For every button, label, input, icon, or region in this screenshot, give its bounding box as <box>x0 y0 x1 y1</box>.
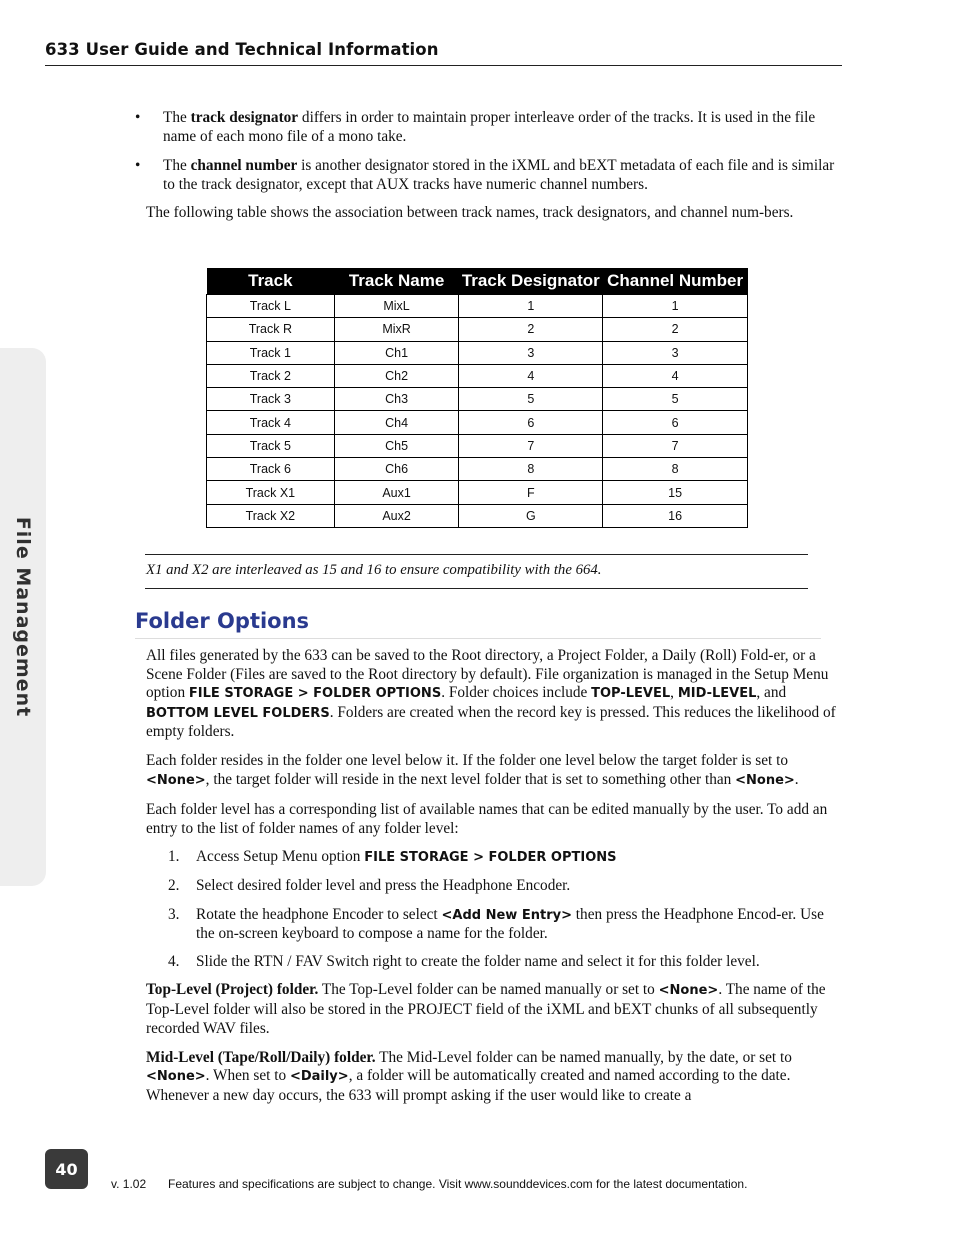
table-cell: Ch5 <box>334 434 459 457</box>
lead-top-level: Top-Level (Project) folder. <box>146 981 319 999</box>
table-cell: 6 <box>459 411 603 434</box>
table-cell: 1 <box>459 295 603 318</box>
table-cell: 3 <box>459 341 603 364</box>
column-header-track-name: Track Name <box>334 268 459 295</box>
table-row <box>207 388 748 411</box>
table-cell: Ch2 <box>334 364 459 387</box>
bullet-glyph: • <box>135 157 141 175</box>
table-cell: Track R <box>207 318 335 341</box>
keyword-top-level: TOP-LEVEL <box>591 686 671 702</box>
table-note: X1 and X2 are interleaved as 15 and 16 to ensure compatibility with the 664. <box>146 562 602 578</box>
keyword-bottom-level-folders: BOTTOM LEVEL FOLDERS <box>146 705 330 721</box>
table-cell: Ch4 <box>334 411 459 434</box>
paragraph-mid-level-folder: Mid-Level (Tape/Roll/Daily) folder. The Mid-Level folder can be named manually, by the date, or set to <None>. When set to <Daily>, a folder will be automatically created and named according to the date. Whenever a new day occurs, the 633 will prompt asking if the user would like to create a <box>146 1048 792 1104</box>
table-row <box>207 364 748 387</box>
bullet-list <box>135 109 842 223</box>
table-header-row <box>207 268 748 295</box>
paragraph-folder-intro: All files generated by the 633 can be saved to the Root directory, a Project Folder, a Daily (Roll) Fold-er, or a Scene Folder (Files are saved to the Root directory by default). File organization is managed in the Setup Menu option FILE STORAGE > FOLDER OPTIONS. Folder choices include TOP-LEVEL, MID-LEVEL, and BOTTOM LEVEL FOLDERS. Folders are created when the record key is pressed. This reduces the likelihood of empty folders. <box>146 647 836 741</box>
table-cell: 4 <box>459 364 603 387</box>
table-cell: 2 <box>603 318 748 341</box>
table-cell: 15 <box>603 481 748 504</box>
paragraph-top-level-folder: Top-Level (Project) folder. The Top-Level folder can be named manually or set to <None>. The name of the Top-Level folder will also be stored in the PROJECT field of the iXML and bEXT chunks of all subsequently recorded WAV files. <box>146 981 826 1037</box>
table-cell: Aux2 <box>334 504 459 527</box>
table-intro-paragraph: The following table shows the association between track names, track designators, and channel num-bers. <box>146 204 794 222</box>
add-entry-steps <box>146 848 842 971</box>
section-rule <box>135 638 821 639</box>
table-cell: 2 <box>459 318 603 341</box>
table-cell: MixR <box>334 318 459 341</box>
table-cell: 7 <box>459 434 603 457</box>
folder-options-body <box>146 647 842 1105</box>
table-cell: 5 <box>603 388 748 411</box>
table-cell: Track 6 <box>207 458 335 481</box>
table-cell: Aux1 <box>334 481 459 504</box>
column-header-track: Track <box>207 268 335 295</box>
table-cell: Ch1 <box>334 341 459 364</box>
step-item: 2. Select desired folder level and press the Headphone Encoder. <box>168 877 571 895</box>
table-cell: 3 <box>603 341 748 364</box>
keyword-daily: <Daily> <box>289 1069 349 1085</box>
footer-disclaimer: Features and specifications are subject to change. Visit www.sounddevices.com for the latest documentation. <box>168 1177 748 1191</box>
table-cell: 8 <box>603 458 748 481</box>
page-header-title: 633 User Guide and Technical Information <box>45 40 439 59</box>
table-cell: 16 <box>603 504 748 527</box>
bullet-item-channel-number: • The channel number is another designator stored in the iXML and bEXT metadata of each file and is similar to the track designator, except that AUX tracks have numeric channel numbers. <box>135 157 835 193</box>
table-row <box>207 411 748 434</box>
table-cell: Ch3 <box>334 388 459 411</box>
table-row <box>207 318 748 341</box>
table-row <box>207 504 748 527</box>
chapter-side-tab-label: File Management <box>12 516 34 718</box>
step-item: 3. Rotate the headphone Encoder to select <Add New Entry> then press the Headphone Encod-er. Use the on-screen keyboard to compose a name for the folder. <box>168 905 824 943</box>
table-row <box>207 434 748 457</box>
note-bottom-rule <box>145 588 808 589</box>
keyword-none: <None> <box>658 983 719 999</box>
table-cell: Track X1 <box>207 481 335 504</box>
table-cell: 4 <box>603 364 748 387</box>
table-cell: 5 <box>459 388 603 411</box>
footer-version: v. 1.02 <box>111 1177 147 1191</box>
table-cell: Track 5 <box>207 434 335 457</box>
term-track-designator: track designator <box>190 109 299 126</box>
table-row <box>207 458 748 481</box>
step-item: 1. Access Setup Menu option FILE STORAGE > FOLDER OPTIONS <box>168 848 617 866</box>
paragraph-folder-names: Each folder level has a corresponding list of available names that can be edited manually by the user. To add an entry to the list of folder names of any folder level: <box>146 801 828 837</box>
column-header-track-designator: Track Designator <box>459 268 603 295</box>
table-cell: 1 <box>603 295 748 318</box>
column-header-channel-number: Channel Number <box>603 268 748 295</box>
table-cell: Ch6 <box>334 458 459 481</box>
table-row <box>207 481 748 504</box>
page-number: 40 <box>45 1149 88 1189</box>
table-cell: G <box>459 504 603 527</box>
bullet-glyph: • <box>135 109 141 126</box>
table-cell: 7 <box>603 434 748 457</box>
menu-path: FILE STORAGE > FOLDER OPTIONS <box>188 686 442 702</box>
bullet-item-track-designator: • The track designator differs in order to maintain proper interleave order of the tracks. It is used in the file name of each mono file of a mono take. <box>135 109 816 145</box>
table-cell: 8 <box>459 458 603 481</box>
keyword-mid-level: MID-LEVEL <box>677 686 757 702</box>
table-cell: F <box>459 481 603 504</box>
step-item: 4. Slide the RTN / FAV Switch right to create the folder name and select it for this folder level. <box>168 953 760 971</box>
keyword-none: <None> <box>146 773 206 789</box>
table-cell: Track X2 <box>207 504 335 527</box>
table-row <box>207 295 748 318</box>
paragraph-folder-hierarchy: Each folder resides in the folder one level below it. If the folder one level below the target folder is set to <None>, the target folder will reside in the next level folder that is set to something other than <None>. <box>146 752 799 789</box>
keyword-add-new-entry: <Add New Entry> <box>441 907 572 923</box>
keyword-none: <None> <box>146 1069 206 1085</box>
table-row <box>207 341 748 364</box>
section-title-folder-options: Folder Options <box>135 609 310 633</box>
table-cell: MixL <box>334 295 459 318</box>
table-cell: Track 4 <box>207 411 335 434</box>
track-association-table <box>206 268 748 528</box>
table-cell: Track L <box>207 295 335 318</box>
term-channel-number: channel number <box>190 157 298 175</box>
header-rule <box>45 65 842 66</box>
table-cell: Track 3 <box>207 388 335 411</box>
keyword-none: <None> <box>735 773 795 789</box>
table-cell: Track 1 <box>207 341 335 364</box>
table-cell: Track 2 <box>207 364 335 387</box>
lead-mid-level: Mid-Level (Tape/Roll/Daily) folder. <box>146 1048 376 1066</box>
note-top-rule <box>145 554 808 555</box>
table-cell: 6 <box>603 411 748 434</box>
menu-path: FILE STORAGE > FOLDER OPTIONS <box>364 850 617 866</box>
